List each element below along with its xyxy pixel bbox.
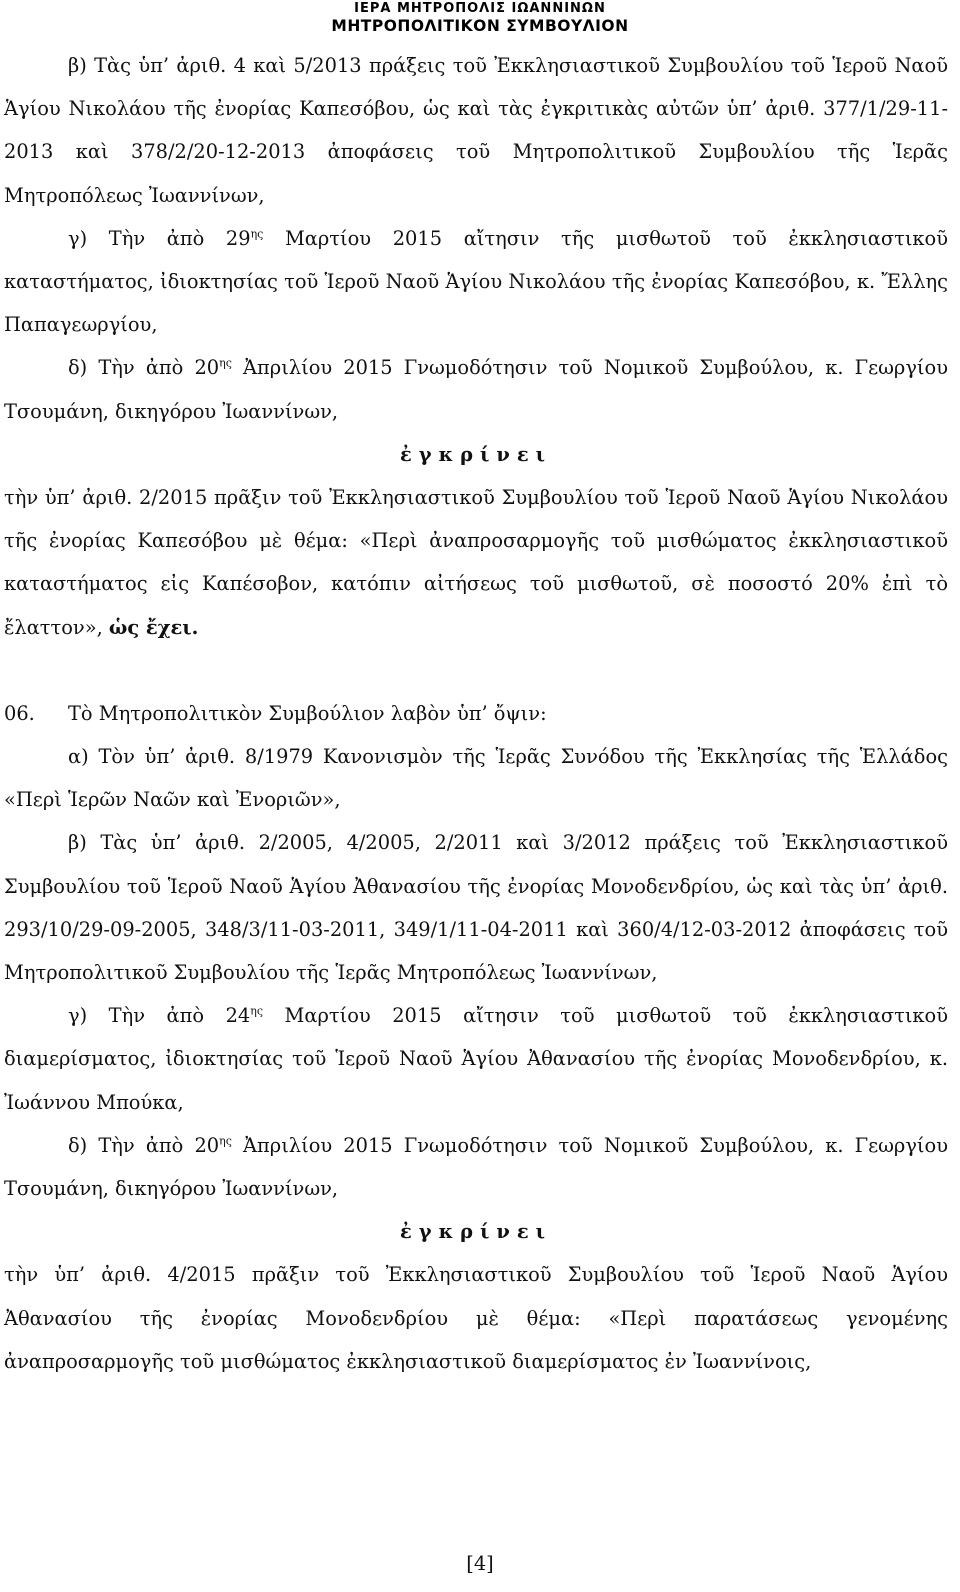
letterhead [0,2,960,36]
item-text: Τὸ Μητροπολιτικὸν Συμβούλιον λαβὸν ὑπ’ ὄψιν: [68,701,547,725]
text: γ) Τὴν ἀπὸ 29 [68,226,251,250]
paragraph-c-application-march-24 [4,994,948,1124]
ordinal-suffix: ης [219,1134,232,1148]
text: δ) Τὴν ἀπὸ 20 [68,1133,220,1157]
ordinal-suffix: ης [219,356,232,370]
paragraph-a-regulation: α) Τὸν ὑπ’ ἀριθ. 8/1979 Κανονισμὸν τῆς Ἱερᾶς Συνόδου τῆς Ἐκκλησίας τῆς Ἑλλάδος «Περὶ Ἱερῶν Ναῶν καὶ Ἐνοριῶν», [4,745,948,812]
text: Ἀπριλίου 2015 Γνωμοδότησιν τοῦ Νομικοῦ Συμβούλου, κ. Γεωργίου Τσουμάνη, δικηγόρου Ἰωαννίνων, [4,356,948,423]
item-number: 06. [4,701,35,725]
text: δ) Τὴν ἀπὸ 20 [68,356,220,380]
verdict-approves: ἐγκρίνει [399,442,553,466]
ordinal-suffix: ης [250,227,264,241]
text: Ἀπριλίου 2015 Γνωμοδότησιν τοῦ Νομικοῦ Συμβούλου, κ. Γεωργίου Τσουμάνη, δικηγόρου Ἰωαννίνων, [4,1133,948,1201]
page-number: [4] [466,1552,494,1575]
approval-text-kapesovo [4,476,948,649]
letterhead-council: ΜΗΤΡΟΠΟΛΙΤΙΚΟΝ ΣΥΜΒΟΥΛΙΟΝ [331,17,629,35]
verdict-approves-2: ἐγκρίνει [399,1220,553,1244]
paragraph-b-acts-2013: β) Τὰς ὑπ’ ἀριθ. 4 καὶ 5/2013 πράξεις τοῦ Ἐκκλησιαστικοῦ Συμβουλίου τοῦ Ἱεροῦ Ναοῦ Ἁγίου Νικολάου τῆς ἐνορίας Καπεσόβου, ὡς καὶ τὰς ἐγκριτικὰς αὐτῶν ὑπ’ ἀριθ. 377/1/29-11-2013 καὶ 378/2/20-12-2013 ἀποφάσεις τοῦ Μητροπολιτικοῦ Συμβουλίου τῆς Ἱερᾶς Μητροπόλεως Ἰωαννίνων, [4,54,948,207]
agenda-item-06 [4,692,948,735]
text: Μαρτίου 2015 αἴτησιν τῆς μισθωτοῦ τοῦ ἐκκλησιαστικοῦ καταστήματος, ἰδιοκτησίας τοῦ Ἱεροῦ Ναοῦ Ἁγίου Νικολάου τῆς ἐνορίας Καπεσόβου, κ. Ἔλλης Παπαγεωργίου, [4,226,949,337]
as-is-bold: ὡς ἔχει. [108,615,199,639]
spacer [4,649,948,692]
paragraph-d-legal-opinion-2 [4,1124,948,1210]
document-body [4,44,948,1383]
text: γ) Τὴν ἀπὸ 24 [68,1004,251,1028]
letterhead-metropolis: ΙΕΡΑ ΜΗΤΡΟΠΟΛΙΣ ΙΩΑΝΝΙΝΩΝ [354,1,606,16]
paragraph-c-application-march-29 [4,217,948,347]
paragraph-d-legal-opinion [4,346,948,432]
paragraph-b-acts-monodendri: β) Τὰς ὑπ’ ἀριθ. 2/2005, 4/2005, 2/2011 καὶ 3/2012 πράξεις τοῦ Ἐκκλησιαστικοῦ Συμβουλίου τοῦ Ἱεροῦ Ναοῦ Ἁγίου Ἀθανασίου τῆς ἐνορίας Μονοδενδρίου, ὡς καὶ τὰς ὑπ’ ἀριθ. 293/10/29-09-2005, 348/3/11-03-2011, 349/1/11-04-2011 καὶ 360/4/12-03-2012 ἀποφάσεις τοῦ Μητροπολιτικοῦ Συμβουλίου τῆς Ἱερᾶς Μητροπόλεως Ἰωαννίνων, [4,831,948,985]
approval-text-monodendri: τὴν ὑπ’ ἀριθ. 4/2015 πρᾶξιν τοῦ Ἐκκλησιαστικοῦ Συμβουλίου τοῦ Ἱεροῦ Ναοῦ Ἁγίου Ἀθανασίου τῆς ἐνορίας Μονοδενδρίου μὲ θέμα: «Περὶ παρατάσεως γενομένης ἀναπροσαρμογῆς τοῦ μισθώματος ἐκκλησιαστικοῦ διαμερίσματος ἐν Ἰωαννίνοις, [4,1263,948,1373]
text: Μαρτίου 2015 αἴτησιν τοῦ μισθωτοῦ τοῦ ἐκκλησιαστικοῦ διαμερίσματος, ἰδιοκτησίας τοῦ Ἱεροῦ Ναοῦ Ἁγίου Ἀθανασίου τῆς ἐνορίας Μονοδενδρίου, κ. Ἰωάννου Μπούκα, [4,1004,948,1114]
text: τὴν ὑπ’ ἀριθ. 2/2015 πρᾶξιν τοῦ Ἐκκλησιαστικοῦ Συμβουλίου τοῦ Ἱεροῦ Ναοῦ Ἁγίου Νικολάου τῆς ἐνορίας Καπεσόβου μὲ θέμα: «Περὶ ἀναπροσαρμογῆς τοῦ μισθώματος ἐκκλησιαστικοῦ καταστήματος εἰς Καπέσοβον, κατόπιν αἰτήσεως τοῦ μισθωτοῦ, σὲ ποσοστό 20% ἐπὶ τὸ ἔλαττον», [4,486,948,639]
ordinal-suffix: ης [250,1004,264,1018]
